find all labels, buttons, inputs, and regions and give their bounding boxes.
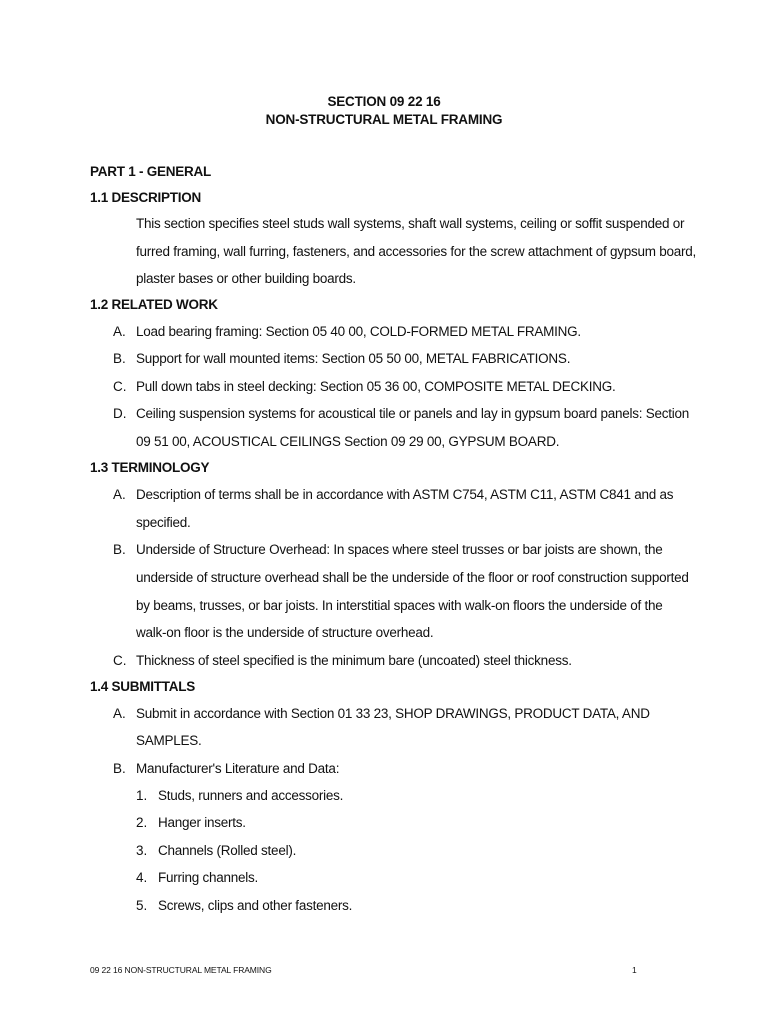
list-item-text: Load bearing framing: Section 05 40 00, COLD-FORMED METAL FRAMING. [136, 324, 581, 339]
list-item-text: Description of terms shall be in accordance with ASTM C754, ASTM C11, ASTM C841 and as [136, 487, 674, 502]
list-label: A. [113, 324, 126, 339]
list-label: B. [113, 351, 126, 366]
sublist-item-text: Studs, runners and accessories. [158, 788, 344, 803]
list-item-text: by beams, trusses, or bar joists. In interstitial spaces with walk-on floors the underside of the [136, 598, 663, 613]
list-item-text: 09 51 00, ACOUSTICAL CEILINGS Section 09 29 00, GYPSUM BOARD. [136, 434, 560, 449]
list-label: C. [113, 379, 127, 394]
description-line: furred framing, wall furring, fasteners, and accessories for the screw attachment of gypsum board, [136, 244, 697, 259]
list-item-text: Underside of Structure Overhead: In spaces where steel trusses or bar joists are shown, the [136, 542, 663, 557]
list-item-text: Pull down tabs in steel decking: Section 05 36 00, COMPOSITE METAL DECKING. [136, 379, 616, 394]
related-work-heading: 1.2 RELATED WORK [90, 297, 218, 312]
sublist-label: 5. [136, 898, 148, 913]
list-item-text: Support for wall mounted items: Section 05 50 00, METAL FABRICATIONS. [136, 351, 571, 366]
list-label: C. [113, 653, 127, 668]
list-item-text: Thickness of steel specified is the minimum bare (uncoated) steel thickness. [136, 653, 572, 668]
list-label: A. [113, 706, 126, 721]
list-item-text: Manufacturer's Literature and Data: [136, 761, 340, 776]
section-subtitle: NON-STRUCTURAL METAL FRAMING [265, 112, 503, 127]
description-line: plaster bases or other building boards. [136, 271, 356, 286]
sublist-label: 2. [136, 815, 148, 830]
list-item-text: underside of structure overhead shall be the underside of the floor or roof construction supported [136, 570, 689, 585]
sublist-item-text: Channels (Rolled steel). [158, 843, 297, 858]
submittals-heading: 1.4 SUBMITTALS [90, 679, 196, 694]
sublist-label: 3. [136, 843, 148, 858]
description-heading: 1.1 DESCRIPTION [90, 190, 202, 205]
sublist-item-text: Screws, clips and other fasteners. [158, 898, 353, 913]
list-label: B. [113, 761, 126, 776]
terminology-heading: 1.3 TERMINOLOGY [90, 460, 210, 475]
footer-section-label: 09 22 16 NON-STRUCTURAL METAL FRAMING [90, 965, 272, 975]
sublist-label: 4. [136, 870, 148, 885]
page-number: 1 [632, 965, 637, 975]
list-item-text: Submit in accordance with Section 01 33 23, SHOP DRAWINGS, PRODUCT DATA, AND [136, 706, 650, 721]
list-label: B. [113, 542, 126, 557]
section-title: SECTION 09 22 16 [327, 94, 441, 109]
list-item-text: walk-on floor is the underside of structure overhead. [136, 625, 434, 640]
sublist-item-text: Hanger inserts. [158, 815, 246, 830]
part-heading: PART 1 - GENERAL [90, 164, 212, 179]
list-item-text: Ceiling suspension systems for acoustical tile or panels and lay in gypsum board panels: Section [136, 406, 690, 421]
list-label: A. [113, 487, 126, 502]
list-label: D. [113, 406, 127, 421]
description-line: This section specifies steel studs wall systems, shaft wall systems, ceiling or soffit suspended or [136, 216, 685, 231]
list-item-text: specified. [136, 515, 191, 530]
list-item-text: SAMPLES. [136, 733, 202, 748]
sublist-item-text: Furring channels. [158, 870, 259, 885]
sublist-label: 1. [136, 788, 148, 803]
